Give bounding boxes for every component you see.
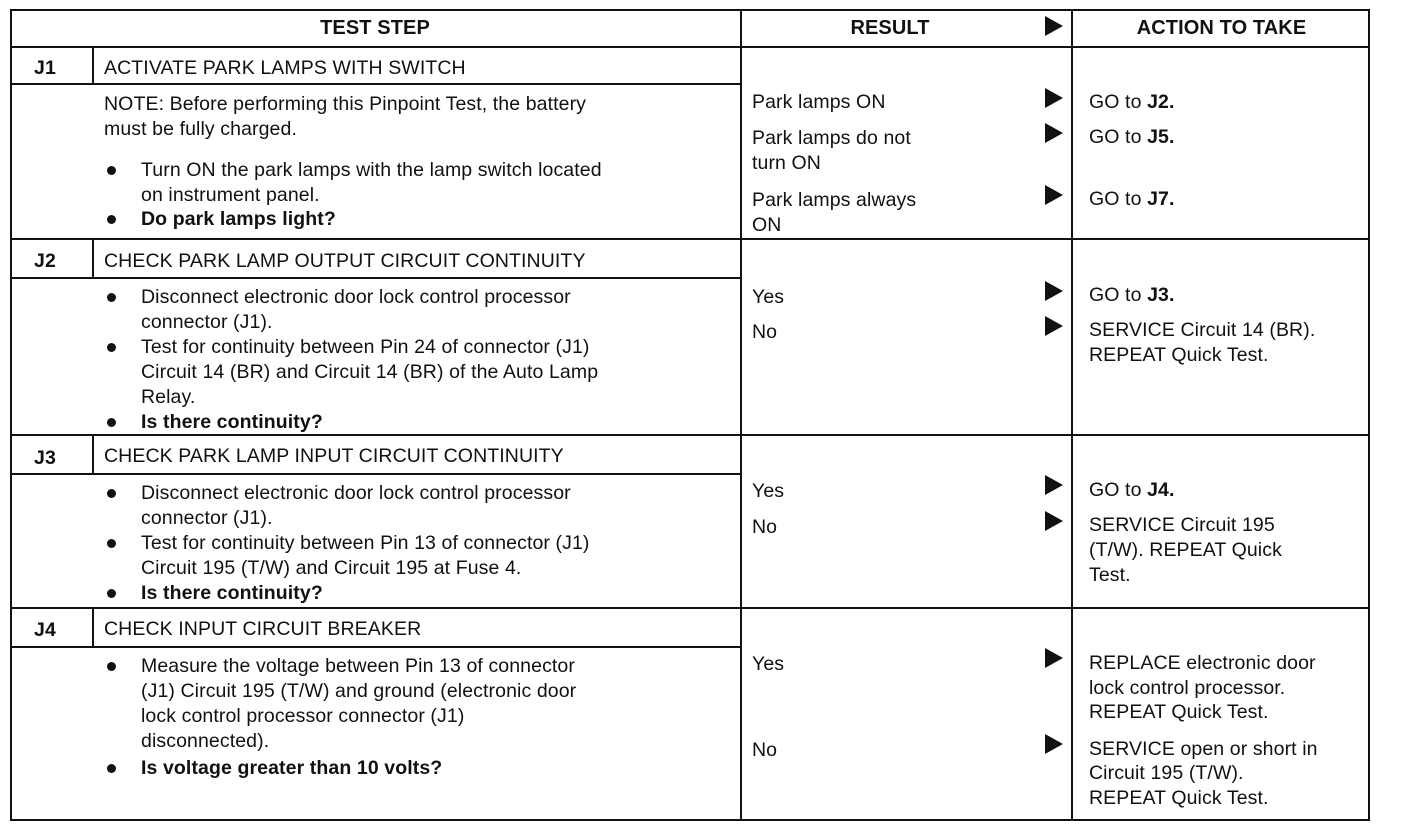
- action-line: Circuit 195 (T/W).: [1089, 762, 1244, 784]
- bullet-icon: [107, 489, 116, 498]
- bullet-icon: [107, 539, 116, 548]
- bullet-icon: [107, 215, 116, 224]
- header-result: RESULT: [850, 17, 930, 39]
- bullet-line: Circuit 14 (BR) and Circuit 14 (BR) of the Auto Lamp: [141, 361, 599, 383]
- bullet-icon: [107, 764, 116, 773]
- action-line: SERVICE open or short in: [1089, 738, 1318, 760]
- step-question-j3: Is there continuity?: [141, 582, 323, 604]
- arrow-icon: [1045, 511, 1063, 531]
- step-title-j2: CHECK PARK LAMP OUTPUT CIRCUIT CONTINUITY: [104, 250, 586, 272]
- step-question-j2: Is there continuity?: [141, 411, 323, 433]
- row-divider: [10, 434, 1370, 436]
- bullet-icon: [107, 418, 116, 427]
- bullet-line: on instrument panel.: [141, 184, 320, 206]
- header-divider: [10, 46, 1370, 48]
- action-line: Test.: [1089, 564, 1131, 586]
- arrow-icon: [1045, 185, 1063, 205]
- row-divider: [10, 238, 1370, 240]
- header-arrow-icon: [1045, 16, 1063, 36]
- step-id-j3: J3: [34, 447, 56, 469]
- step-title-rule-j4: [10, 646, 740, 648]
- col-divider-result: [740, 9, 742, 821]
- action-line: REPEAT Quick Test.: [1089, 787, 1269, 809]
- action-text: GO to J7.: [1089, 188, 1175, 210]
- bullet-line: connector (J1).: [141, 507, 273, 529]
- bullet-line: lock control processor connector (J1): [141, 705, 465, 727]
- result-label: Yes: [752, 286, 785, 308]
- arrow-icon: [1045, 734, 1063, 754]
- step-id-j4: J4: [34, 619, 56, 641]
- step-id-divider-j2: [92, 240, 94, 278]
- result-label: No: [752, 516, 778, 538]
- bullet-line: Test for continuity between Pin 13 of connector (J1): [141, 532, 590, 554]
- action-line: lock control processor.: [1089, 677, 1286, 699]
- step-id-j2: J2: [34, 250, 56, 272]
- bullet-icon: [107, 662, 116, 671]
- action-line: SERVICE Circuit 14 (BR).: [1089, 319, 1316, 341]
- arrow-icon: [1045, 648, 1063, 668]
- result-label: ON: [752, 214, 782, 236]
- step-id-divider-j3: [92, 436, 94, 474]
- result-label: Yes: [752, 653, 785, 675]
- step-title-j3: CHECK PARK LAMP INPUT CIRCUIT CONTINUITY: [104, 445, 564, 467]
- result-label: Park lamps always: [752, 189, 917, 211]
- action-text: GO to J2.: [1089, 91, 1175, 113]
- action-line: (T/W). REPEAT Quick: [1089, 539, 1282, 561]
- bullet-line: Test for continuity between Pin 24 of connector (J1): [141, 336, 590, 358]
- result-label: No: [752, 321, 778, 343]
- step-id-divider-j4: [92, 609, 94, 647]
- bullet-line: connector (J1).: [141, 311, 273, 333]
- action-line: REPEAT Quick Test.: [1089, 701, 1269, 723]
- action-text: GO to J4.: [1089, 479, 1175, 501]
- bullet-line: Relay.: [141, 386, 196, 408]
- note-line-2: must be fully charged.: [104, 118, 297, 140]
- col-divider-action: [1071, 9, 1073, 821]
- bullet-line: Circuit 195 (T/W) and Circuit 195 at Fuse 4.: [141, 557, 522, 579]
- bullet-line: Disconnect electronic door lock control processor: [141, 482, 571, 504]
- arrow-icon: [1045, 123, 1063, 143]
- action-line: SERVICE Circuit 195: [1089, 514, 1275, 536]
- bullet-line: disconnected).: [141, 730, 270, 752]
- result-label: Park lamps do not: [752, 127, 911, 149]
- bullet-line: (J1) Circuit 195 (T/W) and ground (electronic door: [141, 680, 577, 702]
- step-title-rule-j1: [10, 83, 740, 85]
- bullet-line: Measure the voltage between Pin 13 of connector: [141, 655, 575, 677]
- step-question-j4: Is voltage greater than 10 volts?: [141, 757, 443, 779]
- arrow-icon: [1045, 281, 1063, 301]
- arrow-icon: [1045, 316, 1063, 336]
- action-line: REPEAT Quick Test.: [1089, 344, 1269, 366]
- row-divider: [10, 607, 1370, 609]
- bullet-icon: [107, 293, 116, 302]
- result-label: turn ON: [752, 152, 821, 174]
- note-line-1: NOTE: Before performing this Pinpoint Test, the battery: [104, 93, 587, 115]
- result-label: No: [752, 739, 778, 761]
- step-question-j1: Do park lamps light?: [141, 208, 336, 230]
- step-title-j1: ACTIVATE PARK LAMPS WITH SWITCH: [104, 57, 466, 79]
- step-title-rule-j2: [10, 277, 740, 279]
- step-id-j1: J1: [34, 57, 56, 79]
- header-test-step: TEST STEP: [320, 17, 430, 39]
- step-id-divider-j1: [92, 48, 94, 84]
- header-action: ACTION TO TAKE: [1136, 17, 1307, 39]
- bullet-icon: [107, 343, 116, 352]
- bullet-line: Turn ON the park lamps with the lamp switch located: [141, 159, 602, 181]
- action-line: REPLACE electronic door: [1089, 652, 1316, 674]
- arrow-icon: [1045, 88, 1063, 108]
- bullet-line: Disconnect electronic door lock control processor: [141, 286, 571, 308]
- action-text: GO to J3.: [1089, 284, 1175, 306]
- step-title-rule-j3: [10, 473, 740, 475]
- result-label: Park lamps ON: [752, 91, 886, 113]
- step-title-j4: CHECK INPUT CIRCUIT BREAKER: [104, 618, 422, 640]
- bullet-icon: [107, 166, 116, 175]
- result-label: Yes: [752, 480, 785, 502]
- action-text: GO to J5.: [1089, 126, 1175, 148]
- arrow-icon: [1045, 475, 1063, 495]
- bullet-icon: [107, 589, 116, 598]
